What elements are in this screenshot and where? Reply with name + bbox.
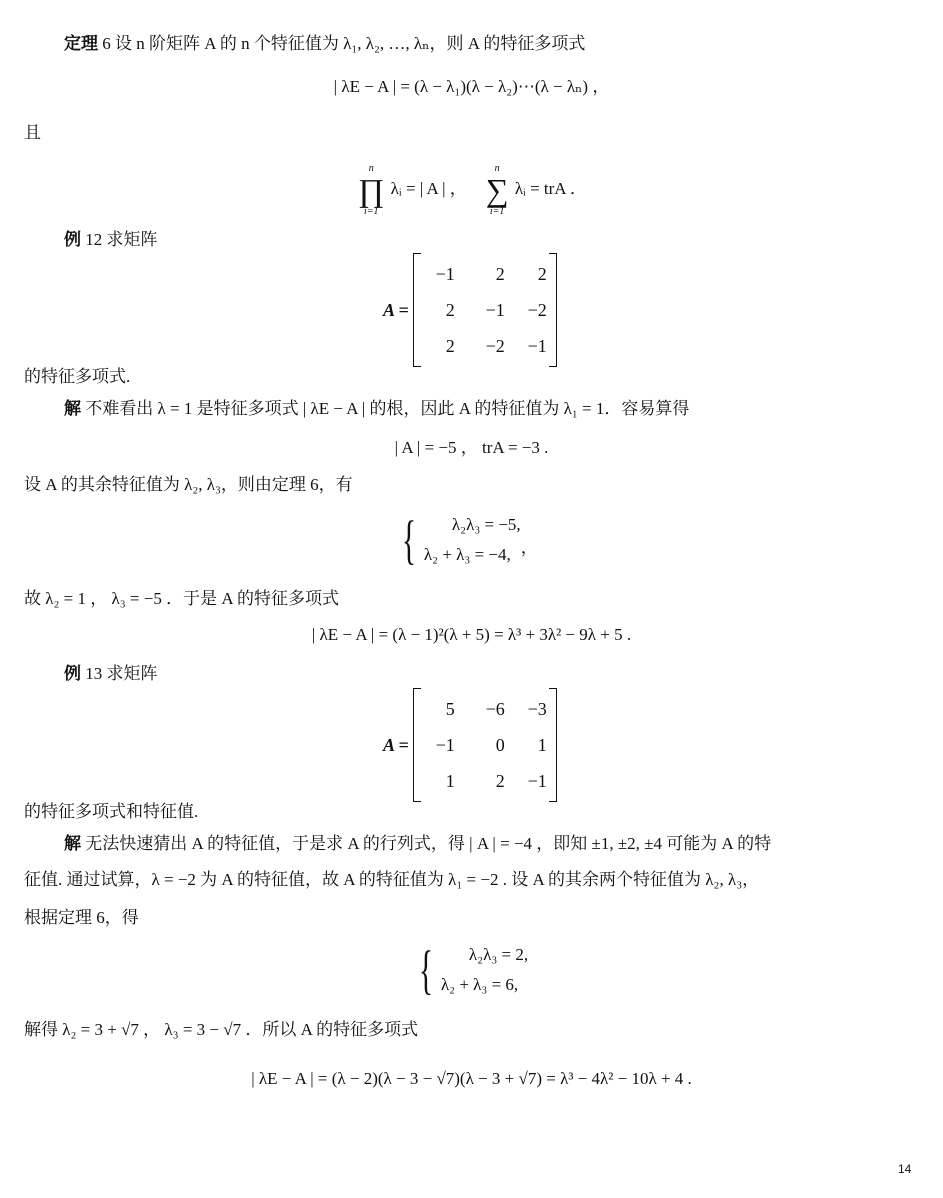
example-12-result-line: 故 λ₂ = 1 ， λ₃ = −5 ．于是 A 的特征多项式	[24, 589, 339, 608]
sum-operator: n ∑ i=1	[485, 163, 509, 217]
theorem-6-line	[64, 33, 585, 55]
matrix-cell: 1	[537, 735, 547, 755]
example-12-solution: 解 不难看出 λ = 1 是特征多项式 | λE − A | 的根，因此 A 的特征值为 λ₁ = 1．容易算得	[64, 399, 690, 418]
example-13-solution-1: 解 无法快速猜出 A 的特征值，于是求 A 的行列式，得 | A | = −4 ，即知 ±1, ±2, ±4 可能为 A 的特	[64, 834, 772, 853]
example-13-system: { λ₂λ₃ = 2, λ₂ + λ₃ = 6,	[418, 940, 529, 1000]
matrix-cell: −2	[527, 300, 547, 320]
matrix-cell: 0	[495, 735, 505, 755]
matrix-cell: −2	[485, 336, 505, 356]
example-13-result-line: 解得 λ₂ = 3 + √7 ， λ₃ = 3 − √7 ．所以 A 的特征多项式	[24, 1020, 419, 1039]
product-expression: λᵢ = | A | ，	[390, 178, 467, 198]
matrix-cell: −1	[527, 771, 547, 791]
theorem-label: 定理	[64, 34, 98, 53]
example-13-solution-2: 征值. 通过试算，λ = −2 为 A 的特征值，故 A 的特征值为 λ₁ = −2 . 设 A 的其余两个特征值为 λ₂, λ₃，	[24, 870, 760, 889]
matrix-cell: −1	[485, 300, 505, 320]
example-12-result-formula: | λE − A | = (λ − 1)²(λ + 5) = λ³ + 3λ² − 9λ + 5 .	[311, 625, 632, 644]
matrix-cell: −3	[527, 699, 547, 719]
matrix-cell: −6	[485, 699, 505, 719]
example-13-result-formula: | λE − A | = (λ − 2)(λ − 3 − √7)(λ − 3 + √7) = λ³ − 4λ² − 10λ + 4 .	[251, 1069, 692, 1088]
matrix-cell: 1	[445, 771, 455, 791]
matrix-cell: 2	[445, 300, 455, 320]
matrix-cell: 2	[495, 771, 505, 791]
matrix-cell: 2	[537, 264, 547, 284]
example-12-matrix: A = −1 2 2 2 −1 −2 2 −2 −1	[383, 253, 557, 367]
sum-expression: λᵢ = trA ．	[514, 178, 587, 198]
matrix-cell: −1	[527, 336, 547, 356]
product-operator: n ∏ i=1	[358, 163, 385, 217]
matrix-cell: −1	[435, 735, 455, 755]
matrix-cell: −1	[435, 264, 455, 284]
example-13-matrix: A = 5 −6 −3 −1 0 1 1 2 −1	[383, 688, 557, 802]
theorem-and: 且	[24, 123, 41, 142]
example-12-rest: 设 A 的其余特征值为 λ₂, λ₃，则由定理 6，有	[24, 475, 353, 494]
example-13-heading: 例 13 求矩阵	[64, 664, 158, 683]
matrix-cell: 5	[445, 699, 455, 719]
page-number: 14	[898, 1162, 912, 1176]
matrix-cell: 2	[445, 336, 455, 356]
example-12-after: 的特征多项式.	[24, 367, 131, 386]
theorem-text: 设 n 阶矩阵 A 的 n 个特征值为 λ₁, λ₂, …, λₙ，则 A 的特征多项式	[115, 34, 586, 53]
theorem-formula: | λE − A | = (λ − λ₁)(λ − λ₂)⋯(λ − λₙ) ，	[333, 77, 610, 96]
theorem-number: 6	[102, 34, 111, 53]
example-13-after: 的特征多项式和特征值.	[24, 802, 199, 821]
matrix-cell: 2	[495, 264, 505, 284]
example-12-system: { λ₂λ₃ = −5, λ₂ + λ₃ = −4, ，	[401, 510, 538, 570]
example-13-solution-3: 根据定理 6，得	[24, 908, 139, 927]
example-12-heading: 例 12 求矩阵	[64, 230, 158, 249]
example-12-det-trace: | A | = −5 ， trA = −3 .	[394, 438, 549, 457]
theorem-product-sum	[0, 163, 943, 217]
